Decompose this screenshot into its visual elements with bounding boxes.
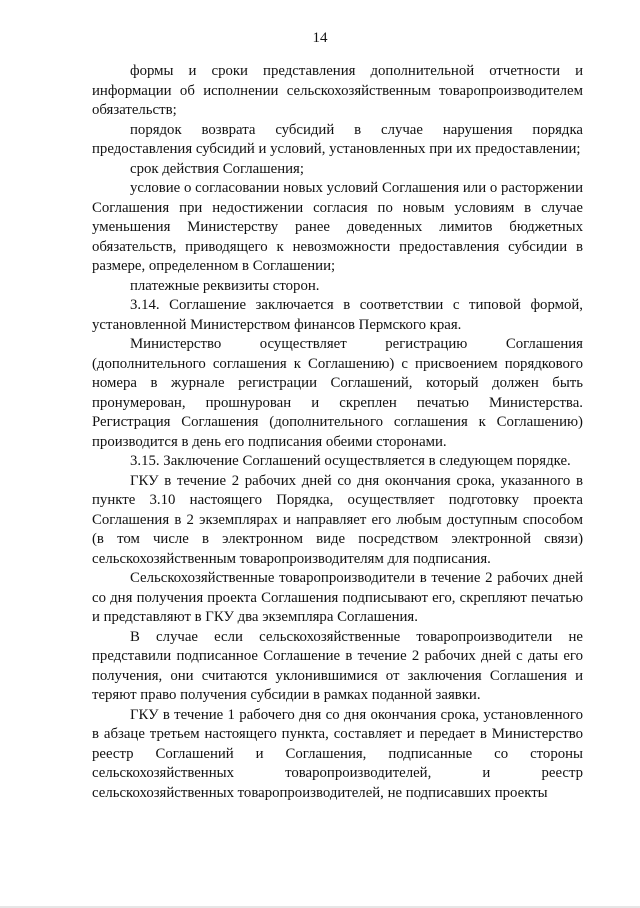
paragraph-new-conditions: условие о согласовании новых условий Соглашения или о расторжении Соглашения при недостижении согласия по новым условиям в случае уменьшения Министерству ранее доведенных лимитов бюджетных обязательств, приводящего к невозможности предоставления субсидии в размере, определенном в Соглашении;	[92, 180, 583, 274]
document-body	[92, 62, 583, 803]
paragraph-refund-procedure: порядок возврата субсидий в случае нарушения порядка предоставления субсидий и условий, установленных при их предоставлении;	[92, 121, 583, 157]
paragraph-reporting-forms: формы и сроки представления дополнительной отчетности и информации об исполнении сельскохозяйственным товаропроизводителем обязательств;	[92, 63, 583, 118]
paragraph-producers-signing: Сельскохозяйственные товаропроизводители в течение 2 рабочих дней со дня получения проекта Соглашения подписывают его, скрепляют печатью и представляют в ГКУ два экземпляра Соглашения.	[92, 570, 583, 625]
paragraph-gku-preparation: ГКУ в течение 2 рабочих дней со дня окончания срока, указанного в пункте 3.10 настоящего Порядка, осуществляет подготовку проекта Соглашения в 2 экземплярах и направляет его любым доступным способом (в том числе в электронном виде посредством электронной связи) сельскохозяйственным товаропроизводителям для подписания.	[92, 472, 583, 567]
paragraph-registry-transfer: ГКУ в течение 1 рабочего дня со дня окончания срока, установленного в абзаце третьем настоящего пункта, составляет и передает в Министерство реестр Соглашений и Соглашения, подписанные со стороны сельскохозяйственных товаропроизводителей, и реестр сельскохозяйственных товаропроизводителей, не подписавших проекты	[92, 706, 583, 801]
paragraph-registration: Министерство осуществляет регистрацию Соглашения (дополнительного соглашения к Соглашению) с присвоением порядкового номера в журнале регистрации Соглашений, который должен быть пронумерован, прошнурован и скреплен печатью Министерства. Регистрация Соглашения (дополнительного соглашения к Соглашению) производится в день его подписания обеими сторонами.	[92, 336, 583, 450]
paragraph-clause-3-15: 3.15. Заключение Соглашений осуществляется в следующем порядке.	[130, 453, 571, 469]
page-number: 14	[312, 30, 328, 46]
paragraph-agreement-term: срок действия Соглашения;	[130, 160, 304, 177]
paragraph-payment-details: платежные реквизиты сторон.	[130, 277, 320, 294]
paragraph-clause-3-14: 3.14. Соглашение заключается в соответствии с типовой формой, установленной Министерством финансов Пермского края.	[92, 297, 583, 333]
paragraph-evasion: В случае если сельскохозяйственные товаропроизводители не представили подписанное Соглашение в течение 2 рабочих дней с даты его получения, они считаются уклонившимися от заключения Соглашения и теряют право получения субсидии в рамках поданной заявки.	[92, 628, 583, 703]
